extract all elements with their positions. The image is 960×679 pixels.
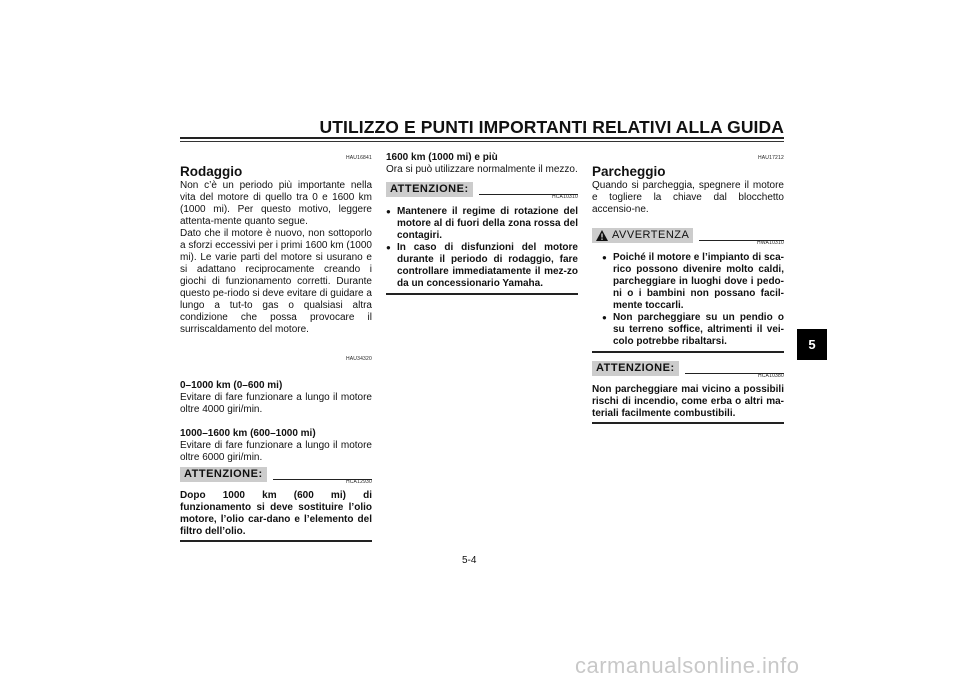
attention-end-rule <box>386 293 578 295</box>
section-heading-parcheggio: Parcheggio <box>592 164 666 179</box>
warning-label: AVVERTENZA <box>612 229 690 241</box>
warning-badge <box>592 228 693 243</box>
range-title: 1600 km (1000 mi) e più <box>386 152 498 163</box>
warning-header <box>592 228 784 243</box>
list-item: ● Mantenere il regime di rotazione del motore al di fuori della zona rossa del contagiri. <box>386 206 578 242</box>
list-item: ● Poiché il motore e l’impianto di sca-rico possono divenire molto caldi, parcheggiare in luoghi dove i pedo-ni o i bambini non possano facil-mente toccarli. <box>602 252 784 312</box>
section-code: HAU34320 <box>345 356 372 362</box>
paragraph: Non c’è un periodo più importante nella vita del motore di quello tra 0 e 1600 km (1000 mi). Per questo motivo, leggere attenta-mente quanto segue. <box>180 180 372 227</box>
warning-list <box>602 252 784 348</box>
attention-list <box>386 206 578 290</box>
attention-header <box>386 182 578 197</box>
column-1 <box>180 152 372 542</box>
page-number: 5-4 <box>462 555 477 566</box>
attention-badge: ATTENZIONE: <box>180 467 267 482</box>
attention-text: Non parcheggiare mai vicino a possibili rischi di incendio, come erba o altri ma-teriali facilmente combustibili. <box>592 384 784 419</box>
section-code: HWA10310 <box>757 240 784 246</box>
section-code: HCA12930 <box>345 479 372 485</box>
header-rule <box>180 137 784 139</box>
attention-text: Dopo 1000 km (600 mi) di funzionamento si deve sostituire l’olio motore, l’olio car-dano e l’elemento del filtro dell’olio. <box>180 490 372 537</box>
paragraph: Dato che il motore è nuovo, non sottoporlo a sforzi eccessivi per i primi 1600 km (1000 mi). Le varie parti del motore si usurano e si adattano reciprocamente creando i giochi di funzionamento corretti. Durante questo pe-riodo si deve evitare di guidare a lungo a tut-to gas o qualsiasi altra condizione che possa provocare il surriscaldamento del motore. <box>180 228 372 335</box>
attention-header <box>592 361 784 376</box>
attention-end-rule <box>592 422 784 424</box>
column-2 <box>386 152 578 295</box>
attention-badge: ATTENZIONE: <box>386 182 473 197</box>
attention-badge: ATTENZIONE: <box>592 361 679 376</box>
list-item: ● In caso di disfunzioni del motore durante il periodo di rodaggio, fare controllare immediatamente il mez-zo da un concessionario Yamaha. <box>386 242 578 290</box>
section-heading-rodaggio: Rodaggio <box>180 164 243 179</box>
column-3 <box>592 152 784 424</box>
range-text: Ora si può utilizzare normalmente il mezzo. <box>386 164 578 175</box>
range-text: Evitare di fare funzionare a lungo il motore oltre 6000 giri/min. <box>180 440 372 463</box>
section-code: HAU16841 <box>345 155 372 161</box>
section-code: HCA10380 <box>757 373 784 379</box>
range-title: 1000–1600 km (600–1000 mi) <box>180 428 316 439</box>
attention-header <box>180 467 372 482</box>
range-title: 0–1000 km (0–600 mi) <box>180 380 283 391</box>
warning-end-rule <box>592 351 784 353</box>
chapter-tab[interactable]: 5 <box>797 329 827 360</box>
paragraph: Quando si parcheggia, spegnere il motore e togliere la chiave dal blocchetto accensio-ne. <box>592 180 784 215</box>
range-text: Evitare di fare funzionare a lungo il motore oltre 4000 giri/min. <box>180 392 372 415</box>
attention-end-rule <box>180 540 372 542</box>
warning-icon <box>596 230 608 241</box>
header-rule-thin <box>180 141 784 142</box>
page-title: UTILIZZO E PUNTI IMPORTANTI RELATIVI ALLA GUIDA <box>319 117 784 137</box>
section-code: HAU17212 <box>757 155 784 161</box>
section-code: HCA10310 <box>551 194 578 200</box>
watermark: carmanualsonline.info <box>575 653 800 678</box>
list-item: ● Non parcheggiare su un pendio o su terreno soffice, altrimenti il vei-colo potrebbe ribaltarsi. <box>602 312 784 348</box>
